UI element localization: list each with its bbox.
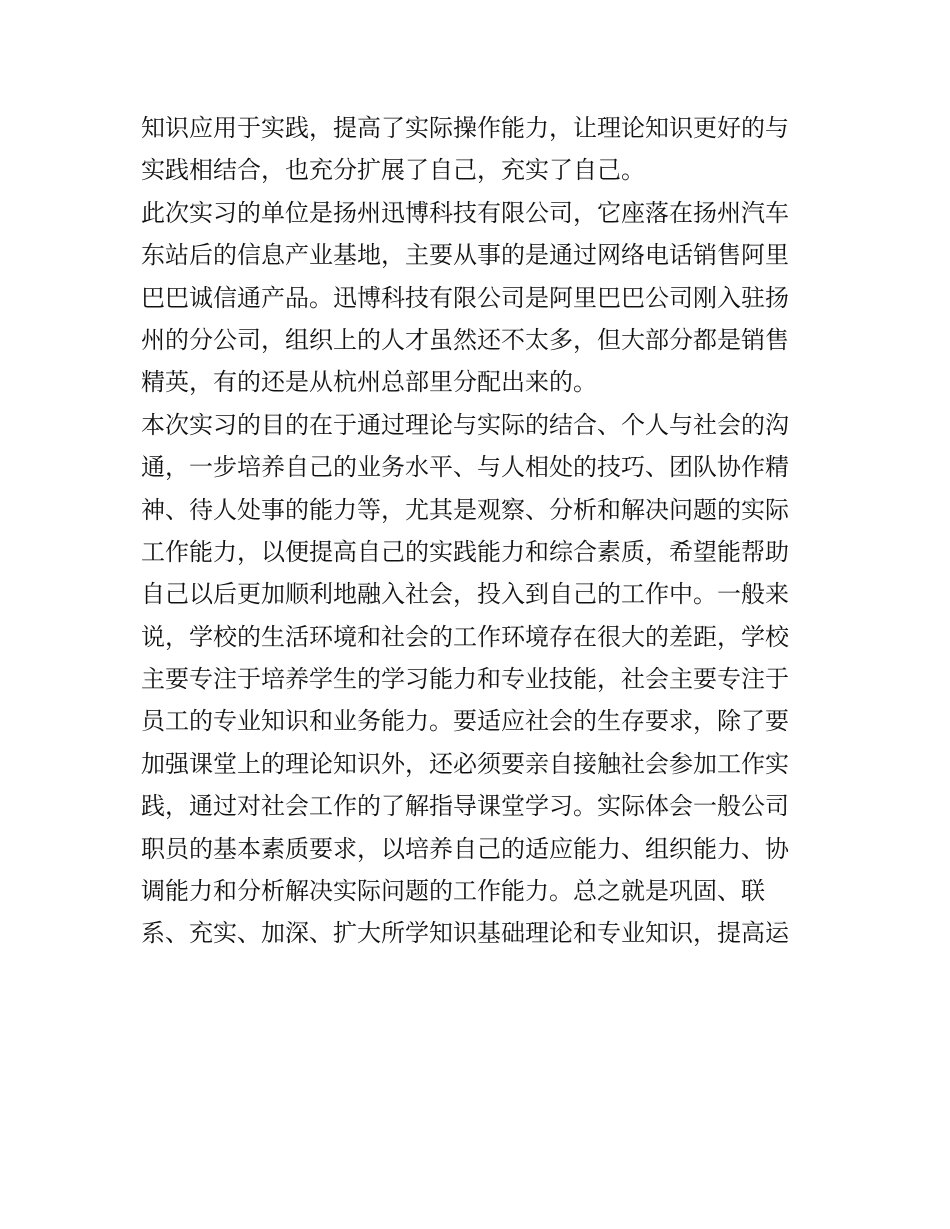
text-line: 工作能力，以便提高自己的实践能力和综合素质，希望能帮助	[141, 537, 789, 566]
text-line: 东站后的信息产业基地，主要从事的是通过网络电话销售阿里	[141, 241, 789, 270]
text-line: 知识应用于实践，提高了实际操作能力，让理论知识更好的与	[141, 114, 789, 142]
text-line: 说，学校的生活环境和社会的工作环境存在很大的差距，学校	[141, 622, 789, 651]
text-line: 神、待人处事的能力等，尤其是观察、分析和解决问题的实际	[141, 495, 789, 524]
text-line: 系、充实、加深、扩大所学知识基础理论和专业知识，提高运	[141, 919, 789, 948]
text-line: 本次实习的目的在于通过理论与实际的结合、个人与社会的沟	[141, 410, 789, 439]
text-line: 主要专注于培养学生的学习能力和专业技能，社会主要专注于	[141, 665, 789, 694]
text-line: 此次实习的单位是扬州迅博科技有限公司，它座落在扬州汽车	[141, 198, 789, 227]
text-line: 加强课堂上的理论知识外，还必须要亲自接触社会参加工作实	[141, 749, 789, 778]
text-line: 自己以后更加顺利地融入社会，投入到自己的工作中。一般来	[141, 580, 789, 609]
text-line: 员工的专业知识和业务能力。要适应社会的生存要求，除了要	[141, 707, 789, 736]
text-line: 调能力和分析解决实际问题的工作能力。总之就是巩固、联	[141, 877, 765, 906]
text-line: 州的分公司，组织上的人才虽然还不太多，但大部分都是销售	[141, 325, 789, 354]
body-text	[141, 107, 816, 955]
text-line: 通，一步培养自己的业务水平、与人相处的技巧、团队协作精	[141, 453, 789, 482]
text-line: 践，通过对社会工作的了解指导课堂学习。实际体会一般公司	[141, 792, 789, 821]
text-line: 精英，有的还是从杭州总部里分配出来的。	[141, 368, 597, 397]
text-line: 巴巴诚信通产品。迅博科技有限公司是阿里巴巴公司刚入驻扬	[141, 283, 789, 312]
text-line: 职员的基本素质要求，以培养自己的适应能力、组织能力、协	[141, 834, 789, 863]
text-line: 实践相结合，也充分扩展了自己，充实了自己。	[141, 156, 645, 185]
